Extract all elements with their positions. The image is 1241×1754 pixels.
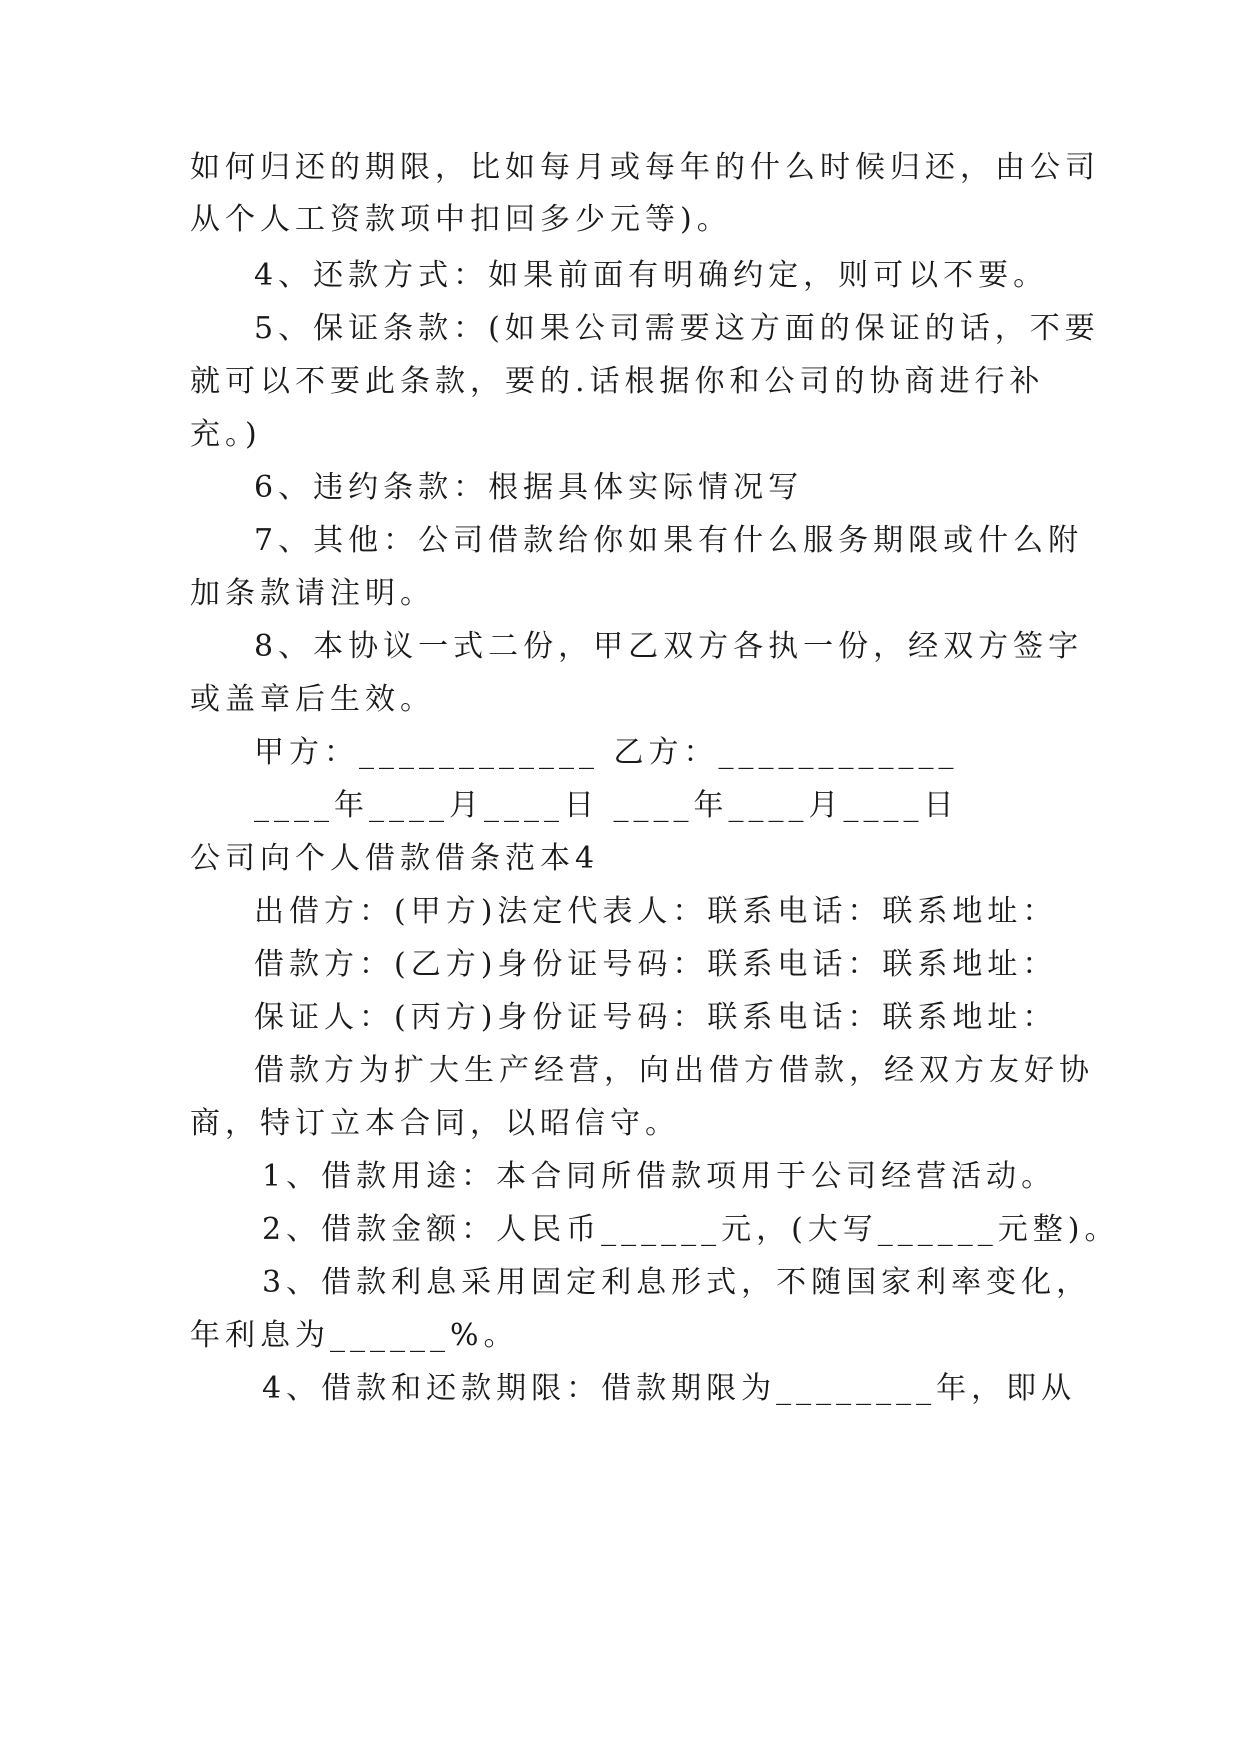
guarantor-line: 保证人：(丙方)身份证号码：联系电话：联系地址： — [254, 1000, 1058, 1035]
paragraph-line: 商，特订立本合同，以昭信守。 — [190, 1106, 680, 1141]
clause-7-line: 7、其他：公司借款给你如果有什么服务期限或什么附 — [254, 523, 1084, 558]
signature-line: 甲方：____________ 乙方：____________ — [254, 735, 959, 770]
borrower-line: 借款方：(乙方)身份证号码：联系电话：联系地址： — [254, 947, 1058, 982]
paragraph-line: 从个人工资款项中扣回多少元等)。 — [190, 202, 732, 237]
date-line: ____年____月____日 ____年____月____日 — [254, 788, 959, 823]
clause-2-line: 2、借款金额：人民币______元，(大写______元整)。 — [262, 1212, 1120, 1247]
clause-1-line: 1、借款用途：本合同所借款项用于公司经营活动。 — [262, 1159, 1057, 1194]
clause-3-line: 3、借款利息采用固定利息形式，不随国家利率变化， — [262, 1265, 1092, 1300]
paragraph-line: 就可以不要此条款，要的.话根据你和公司的协商进行补 — [190, 364, 1045, 399]
section-title: 公司向个人借款借条范本4 — [190, 841, 600, 876]
clause-6-line: 6、违约条款：根据具体实际情况写 — [254, 470, 804, 505]
clause-8-line: 8、本协议一式二份，甲乙双方各执一份，经双方签字 — [254, 629, 1084, 664]
paragraph-line: 或盖章后生效。 — [190, 682, 435, 717]
paragraph-line: 年利息为______%。 — [190, 1318, 519, 1353]
paragraph-line: 借款方为扩大生产经营，向出借方借款，经双方友好协 — [254, 1053, 1094, 1088]
lender-line: 出借方：(甲方)法定代表人：联系电话：联系地址： — [254, 894, 1058, 929]
clause-5-line: 5、保证条款：(如果公司需要这方面的保证的话，不要 — [254, 311, 1100, 346]
clause-4b-line: 4、借款和还款期限：借款期限为________年，即从 — [262, 1371, 1077, 1406]
paragraph-line: 加条款请注明。 — [190, 576, 435, 611]
clause-4-line: 4、还款方式：如果前面有明确约定，则可以不要。 — [254, 258, 1049, 293]
paragraph-line: 如何归还的期限，比如每月或每年的什么时候归还，由公司 — [190, 150, 1100, 185]
paragraph-line: 充。) — [190, 417, 262, 452]
